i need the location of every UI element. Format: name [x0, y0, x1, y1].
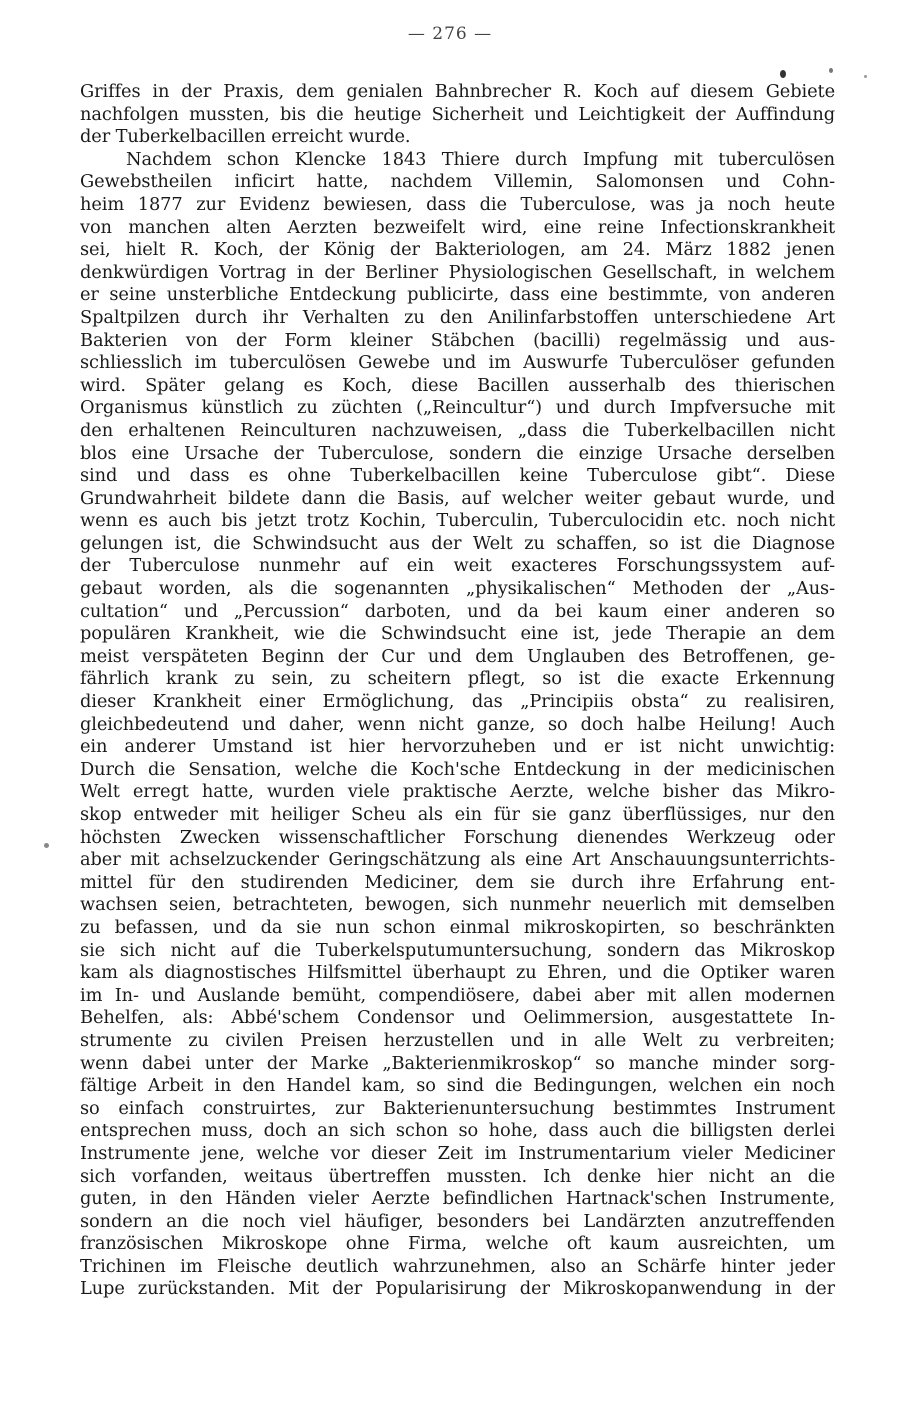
text-line: nachfolgen mussten, bis die heutige Sicherheit und Leichtigkeit der Auffindung — [80, 103, 835, 125]
text-line: gleichbedeutend und daher, wenn nicht ganze, so doch halbe Heilung! Auch — [80, 713, 835, 735]
ink-speck — [44, 843, 49, 848]
text-line: zu befassen, und da sie nun schon einmal mikroskopirten, so beschränkten — [80, 916, 835, 938]
text-line: kam als diagnostisches Hilfsmittel überhaupt zu Ehren, und die Optiker waren — [80, 962, 835, 984]
text-line: schliesslich im tuberculösen Gewebe und im Auswurfe Tuberculöser gefunden — [80, 352, 835, 374]
text-line: Grundwahrheit bildete dann die Basis, auf welcher weiter gebaut wurde, und — [80, 487, 835, 509]
text-line: blos eine Ursache der Tuberculose, sondern die einzige Ursache derselben — [80, 442, 835, 464]
text-line: Gewebstheilen inficirt hatte, nachdem Villemin, Salomonsen und Cohn- — [80, 171, 835, 193]
text-line: Instrumente jene, welche vor dieser Zeit im Instrumentarium vieler Mediciner — [80, 1142, 835, 1164]
text-line: fährlich krank zu sein, zu scheitern pflegt, so ist die exacte Erkennung — [80, 668, 835, 690]
text-line: so einfach construirtes, zur Bakterienuntersuchung bestimmtes Instrument — [80, 1097, 835, 1119]
text-line: gebaut worden, als die sogenannten „physikalischen“ Methoden der „Aus- — [80, 578, 835, 600]
text-line: Welt erregt hatte, wurden viele praktische Aerzte, welche bisher das Mikro- — [80, 781, 835, 803]
text-line: entsprechen muss, doch an sich schon so hohe, dass auch die billigsten derlei — [80, 1120, 835, 1142]
text-line: der Tuberkelbacillen erreicht wurde. — [80, 126, 411, 148]
ink-speck — [864, 75, 867, 78]
text-line: von manchen alten Aerzten bezweifelt wird, eine reine Infectionskrankheit — [80, 216, 835, 238]
text-line: heim 1877 zur Evidenz bewiesen, dass die Tuberculose, was ja noch heute — [80, 193, 835, 215]
text-line: Durch die Sensation, welche die Koch'sche Entdeckung in der medicinischen — [80, 758, 835, 780]
body-text — [80, 81, 835, 1301]
text-line: wenn dabei unter der Marke „Bakterienmikroskop“ so manche minder sorg- — [80, 1052, 835, 1074]
text-line: meist verspäteten Beginn der Cur und dem Unglauben des Betroffenen, ge- — [80, 645, 835, 667]
text-line: sei, hielt R. Koch, der König der Bakteriologen, am 24. März 1882 jenen — [80, 239, 835, 261]
text-line: sondern an die noch viel häufiger, besonders bei Landärzten anzutreffenden — [80, 1210, 835, 1232]
text-line: der Tuberculose nunmehr auf ein weit exacteres Forschungssystem auf- — [80, 555, 835, 577]
text-line: Behelfen, als: Abbé'schem Condensor und Oelimmersion, ausgestattete In- — [80, 1007, 835, 1029]
text-line: wenn es auch bis jetzt trotz Kochin, Tuberculin, Tuberculocidin etc. noch nicht — [80, 510, 835, 532]
text-line: höchsten Zwecken wissenschaftlicher Forschung dienendes Werkzeug oder — [80, 826, 835, 848]
text-line: Griffes in der Praxis, dem genialen Bahnbrecher R. Koch auf diesem Gebiete — [80, 81, 835, 102]
text-line: guten, in den Händen vieler Aerzte befindlichen Hartnack'schen Instrumente, — [80, 1188, 835, 1210]
text-line: er seine unsterbliche Entdeckung publicirte, dass eine bestimmte, von anderen — [80, 284, 835, 306]
text-line: aber mit achselzuckender Geringschätzung als eine Art Anschauungsunterrichts- — [80, 849, 835, 871]
ink-speck — [829, 68, 833, 73]
text-line: Organismus künstlich zu züchten („Reincultur“) und durch Impfversuche mit — [80, 397, 835, 419]
text-line: strumente zu civilen Preisen herzustellen und in alle Welt zu verbreiten; — [80, 1029, 835, 1051]
text-line: Nachdem schon Klencke 1843 Thiere durch Impfung mit tuberculösen — [126, 148, 835, 170]
ink-speck — [780, 70, 786, 78]
text-line: Lupe zurückstanden. Mit der Popularisirung der Mikroskopanwendung in der — [80, 1278, 835, 1300]
text-line: mittel für den studirenden Mediciner, dem sie durch ihre Erfahrung ent- — [80, 871, 835, 893]
text-line: den erhaltenen Reinculturen nachzuweisen, „dass die Tuberkelbacillen nicht — [80, 419, 835, 441]
text-line: cultation“ und „Percussion“ darboten, und da bei kaum einer anderen so — [80, 600, 835, 622]
text-line: fältige Arbeit in den Handel kam, so sind die Bedingungen, welchen ein noch — [80, 1075, 835, 1097]
text-line: wird. Später gelang es Koch, diese Bacillen ausserhalb des thierischen — [80, 374, 835, 396]
text-line: wachsen seien, betrachteten, bewogen, sich nunmehr neuerlich mit demselben — [80, 894, 835, 916]
text-line: im In- und Auslande bemüht, compendiösere, dabei aber mit allen modernen — [80, 984, 835, 1006]
text-line: sich vorfanden, weitaus übertreffen mussten. Ich denke hier nicht an die — [80, 1165, 835, 1187]
text-line: sind und dass es ohne Tuberkelbacillen keine Tuberculose gibt“. Diese — [80, 465, 835, 487]
text-line: ein anderer Umstand ist hier hervorzuheben und er ist nicht unwichtig: — [80, 736, 835, 758]
text-line: Spaltpilzen durch ihr Verhalten zu den Anilinfarbstoffen unterschiedene Art — [80, 306, 835, 328]
text-line: Bakterien von der Form kleiner Stäbchen (bacilli) regelmässig und aus- — [80, 329, 835, 351]
text-line: populären Krankheit, wie die Schwindsucht eine ist, jede Therapie an dem — [80, 623, 835, 645]
text-line: skop entweder mit heiliger Scheu als ein für sie ganz überflüssiges, nur den — [80, 804, 835, 825]
text-line: sie sich nicht auf die Tuberkelsputumuntersuchung, sondern das Mikroskop — [80, 939, 835, 961]
text-line: gelungen ist, die Schwindsucht aus der Welt zu schaffen, so ist die Diagnose — [80, 532, 835, 554]
text-line: denkwürdigen Vortrag in der Berliner Physiologischen Gesellschaft, in welchem — [80, 261, 835, 283]
page-number: — 276 — — [407, 24, 493, 44]
text-line: französischen Mikroskope ohne Firma, welche oft kaum ausreichten, um — [80, 1233, 835, 1255]
text-line: Trichinen im Fleische deutlich wahrzunehmen, also an Schärfe hinter jeder — [80, 1255, 835, 1277]
text-line: dieser Krankheit einer Ermöglichung, das „Principiis obsta“ zu realisiren, — [80, 691, 835, 713]
